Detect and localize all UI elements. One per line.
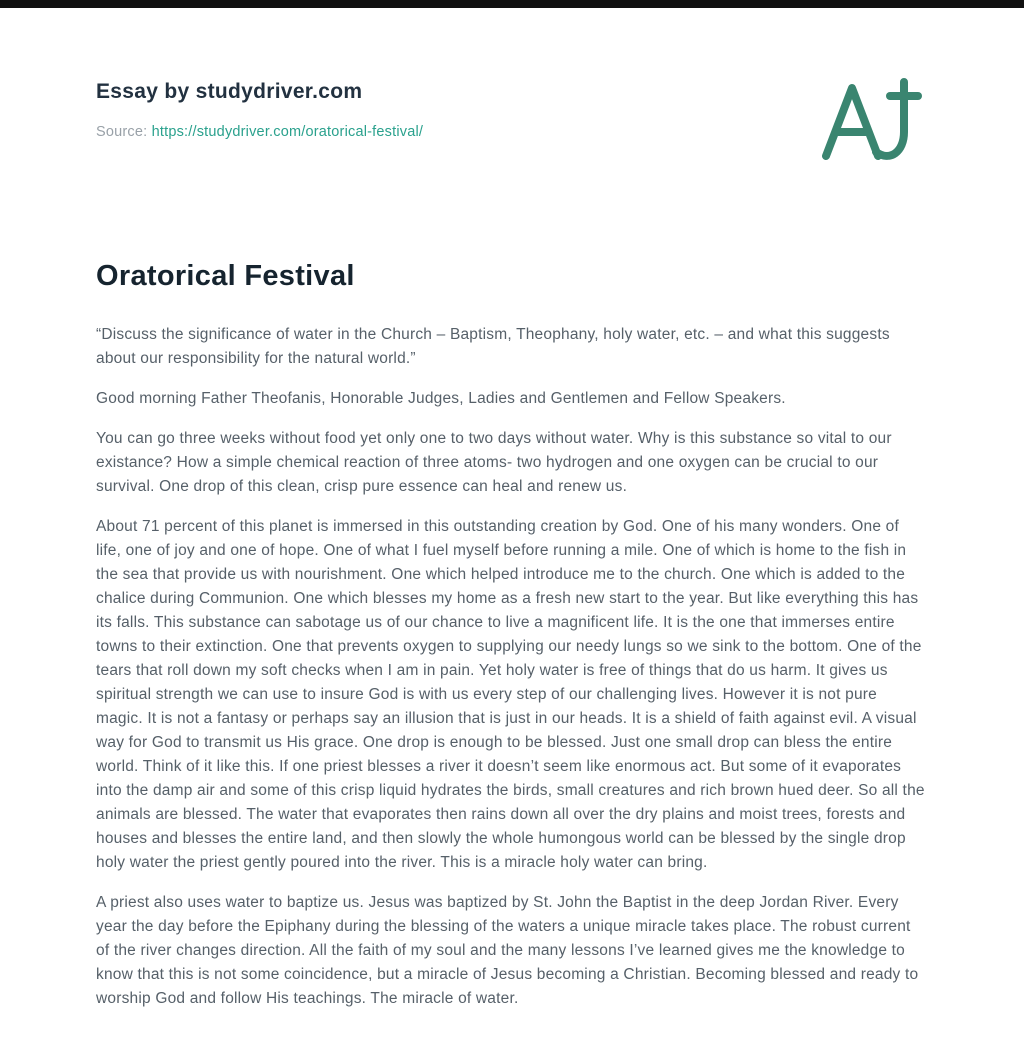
essay-body — [96, 323, 928, 1011]
top-bar — [0, 0, 1024, 8]
source-label: Source: — [96, 124, 148, 140]
source-link[interactable]: https://studydriver.com/oratorical-festival/ — [151, 124, 424, 140]
essay-paragraph-5: A priest also uses water to baptize us. Jesus was baptized by St. John the Baptist in the deep Jordan River. Every year the day before the Epiphany during the blessing of the waters a unique miracle takes place. The robust current of the river changes direction. All the faith of my soul and the many lessons I’ve learned gives me the knowledge to know that this is not some coincidence, but a miracle of Jesus becoming a Christian. Becoming blessed and ready to worship God and follow His teachings. The miracle of water. — [96, 894, 919, 1007]
site-title: Essay by studydriver.com — [96, 80, 363, 103]
studydriver-logo — [818, 74, 928, 170]
essay-paragraph-2: Good morning Father Theofanis, Honorable Judges, Ladies and Gentlemen and Fellow Speakers. — [96, 390, 786, 407]
essay-paragraph-1: “Discuss the significance of water in the Church – Baptism, Theophany, holy water, etc. – and what this suggests about our responsibility for the natural world.” — [96, 326, 890, 367]
source-line — [96, 124, 928, 140]
page-header — [96, 80, 928, 140]
essay-page — [0, 8, 1024, 1011]
essay-paragraph-4: About 71 percent of this planet is immersed in this outstanding creation by God. One of his many wonders. One of life, one of joy and one of hope. One of what I fuel myself before running a mile. One of which is home to the fish in the sea that provide us with nourishment. One which helped introduce me to the church. One which is added to the chalice during Communion. One which blesses my home as a fresh new start to the year. But like everything this has its falls. This substance can sabotage us of our chance to live a magnificent life. It is the one that immerses entire towns to their extinction. One that prevents oxygen to supplying our needy lungs so we sink to the bottom. One of the tears that roll down my soft checks when I am in pain. Yet holy water is free of things that do us harm. It gives us spiritual strength we can use to insure God is with us every step of our challenging lives. However it is not pure magic. It is not a fantasy or perhaps say an illusion that is just in our heads. It is a shield of faith against evil. A visual way for God to transmit us His grace. One drop is enough to be blessed. Just one small drop can bless the entire world. Think of it like this. If one priest blesses a river it doesn’t seem like enormous act. But some of it evaporates into the damp air and some of this crisp liquid hydrates the birds, small creatures and rich brown hued deer. So all the animals are blessed. The water that evaporates then rains down all over the dry plains and moist trees, forests and houses and blesses the entire land, and then slowly the whole humongous world can be blessed by the single drop holy water the priest gently poured into the river. This is a miracle holy water can bring. — [96, 518, 925, 871]
essay-paragraph-3: You can go three weeks without food yet only one to two days without water. Why is this substance so vital to our existance? How a simple chemical reaction of three atoms- two hydrogen and one oxygen can be crucial to our survival. One drop of this clean, crisp pure essence can heal and renew us. — [96, 430, 892, 495]
article-title: Oratorical Festival — [96, 260, 355, 292]
